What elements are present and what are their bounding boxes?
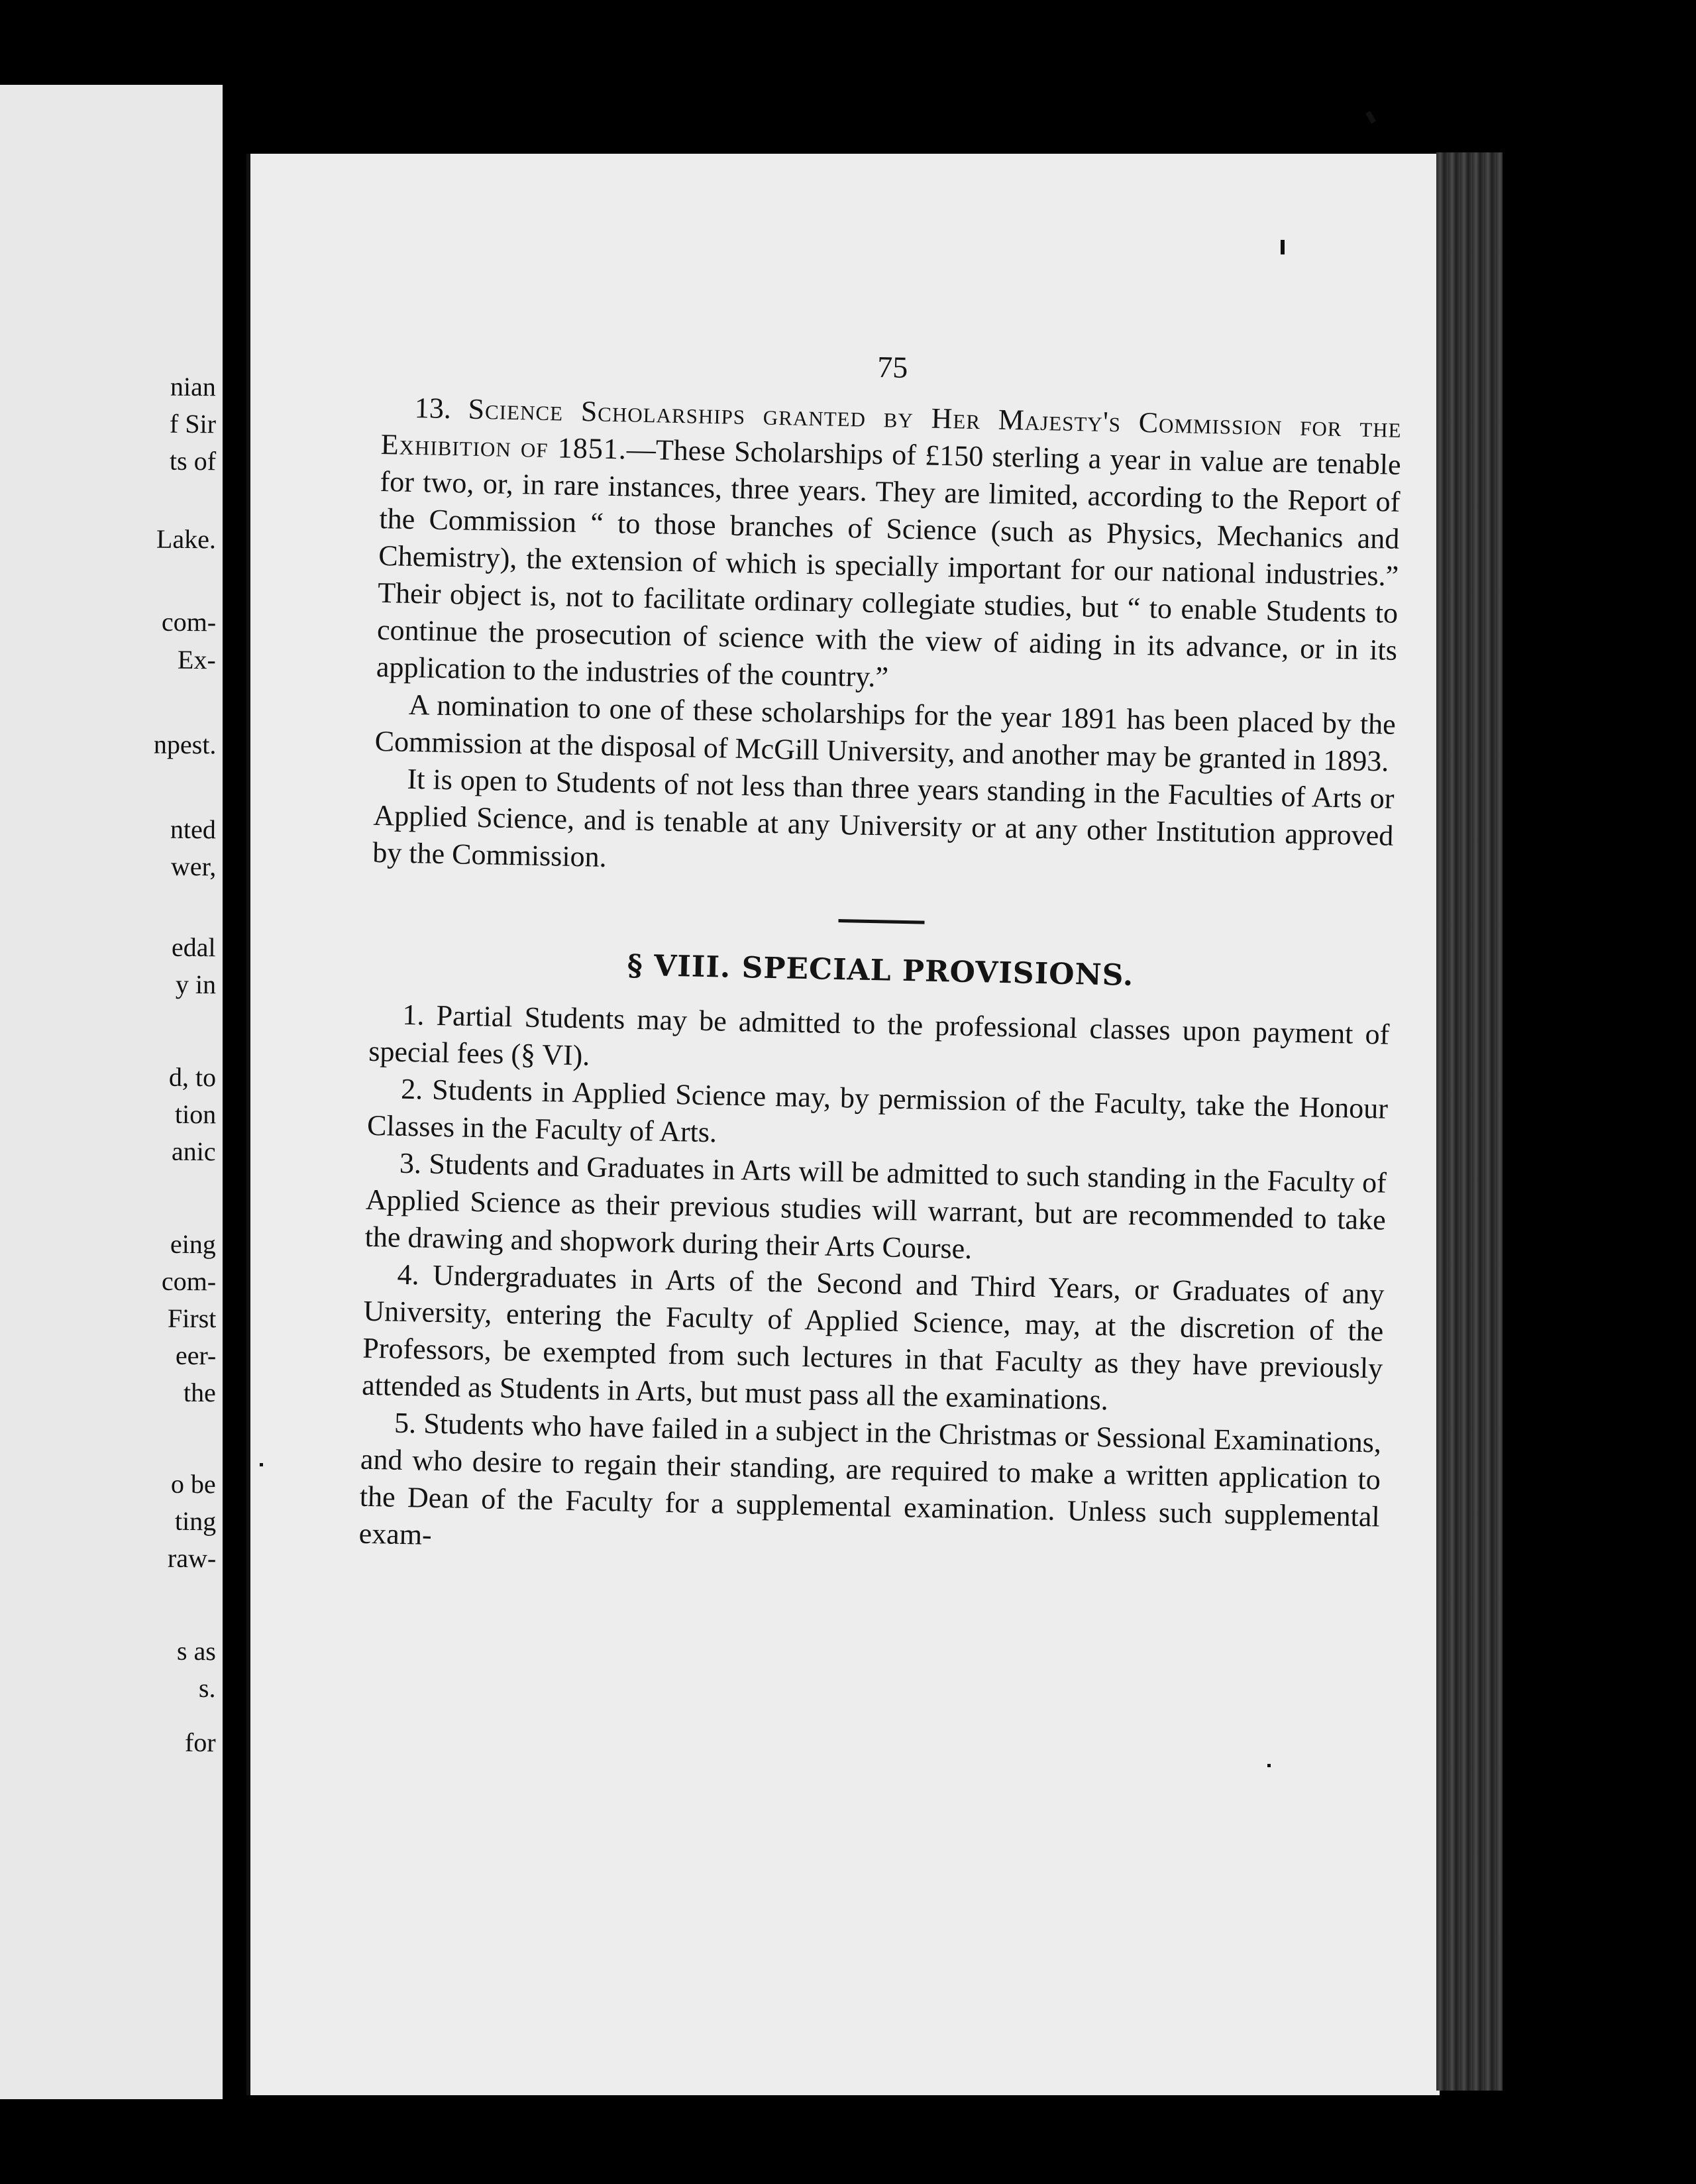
provision-item: 3. Students and Graduates in Arts will be admitted to such standing in the Faculty of Applied Science as their previous studies will warrant, but are recommended to take the drawing and shopwork during their Arts Course. bbox=[364, 1146, 1387, 1266]
page-content bbox=[358, 339, 1403, 1573]
left-page-fragment: First bbox=[167, 1303, 217, 1334]
ink-speck bbox=[1281, 240, 1285, 254]
left-page-fragment: com- bbox=[161, 1266, 217, 1297]
left-page bbox=[0, 85, 223, 2099]
left-page-fragment: Ex- bbox=[178, 644, 217, 675]
ink-speck bbox=[260, 1463, 263, 1466]
book-gutter bbox=[223, 66, 249, 2140]
left-page-fragment: s as bbox=[176, 1635, 217, 1666]
left-page-fragment: for bbox=[185, 1727, 217, 1758]
section-heading: § VIII. SPECIAL PROVISIONS. bbox=[627, 948, 1134, 993]
left-page-fragment: edal bbox=[172, 932, 217, 963]
left-page-fragment: s. bbox=[199, 1672, 217, 1704]
left-page-fragment: eing bbox=[170, 1228, 217, 1260]
eligibility-paragraph: It is open to Students of not less than three years standing in the Faculties of Arts or Applied Science, and is tenable at any University or at any other Institution approved by the Commission. bbox=[372, 762, 1395, 873]
ink-speck bbox=[1267, 1764, 1271, 1767]
left-page-fragment: o be bbox=[171, 1468, 217, 1500]
left-page-fragment: d, to bbox=[168, 1062, 217, 1093]
scholarship-body: —These Scholarships of £150 sterling a year in value are tenable for two, or, in rare instances, three years. They are limited, according to the Report of the Commission “ to those branches of Science (such as Physics, Mechanics and Chemistry), the extension of which is specially important for our national industries.” Their object is, not to facilitate ordinary collegiate studies, but “ to enable Students to continue the prosecution of science with the view of aiding in its advance, or in its application to the industries of the country.” bbox=[376, 433, 1402, 694]
left-page-fragment: f Sir bbox=[169, 408, 217, 439]
scholarship-paragraph bbox=[376, 389, 1403, 706]
left-page-fragment: nian bbox=[170, 371, 217, 402]
provision-item: 1. Partial Students may be admitted to the professional classes upon payment of special fees (§ VI). bbox=[368, 998, 1390, 1072]
scholarship-heading: Science Scholarships granted by Her Majesty's Commission for the Exhibition of 1851. bbox=[380, 392, 1403, 466]
left-page-fragment: nted bbox=[170, 814, 217, 845]
provision-item: 4. Undergraduates in Arts of the Second and Third Years, or Graduates of any University, entering the Faculty of Applied Science, may, at the discretion of the Professors, be exempted from such lectures in that Faculty as they have previously attended as Students in Arts, but must pass all the examinations. bbox=[361, 1258, 1385, 1417]
left-page-fragment: y in bbox=[175, 969, 217, 1000]
scholarship-number: 13. bbox=[414, 391, 452, 425]
left-page-fragment: anic bbox=[172, 1136, 217, 1167]
left-page-fragment: the bbox=[183, 1377, 217, 1408]
left-page-fragment: npest. bbox=[153, 729, 217, 760]
page-edge-stack bbox=[1436, 152, 1503, 2091]
left-page-fragment: Lake. bbox=[156, 523, 217, 555]
left-page-fragment: tion bbox=[174, 1099, 217, 1130]
left-page-fragment: ts of bbox=[169, 445, 217, 476]
provision-item: 2. Students in Applied Science may, by permission of the Faculty, take the Honour Classes in the Faculty of Arts. bbox=[366, 1072, 1389, 1149]
nomination-paragraph: A nomination to one of these scholarships for the year 1891 has been placed by the Commission at the disposal of McGill University, and another may be granted in 1893. bbox=[374, 688, 1397, 778]
left-page-fragment: wer, bbox=[170, 851, 217, 882]
left-page-fragment: eer- bbox=[175, 1340, 217, 1371]
provision-item: 5. Students who have failed in a subject in the Christmas or Sessional Examinations, and who desire to regain their standing, are required to make a written application to the Dean of the Faculty for a supplemental examination. Unless such supplemental exam- bbox=[358, 1406, 1382, 1551]
section-divider bbox=[838, 919, 924, 924]
page-number: 75 bbox=[876, 349, 908, 384]
left-page-fragment: ting bbox=[174, 1505, 217, 1537]
left-page-fragment: raw- bbox=[167, 1543, 217, 1574]
right-page bbox=[246, 154, 1440, 2095]
ink-speck bbox=[1365, 111, 1376, 124]
left-page-fragment: com- bbox=[161, 606, 217, 637]
